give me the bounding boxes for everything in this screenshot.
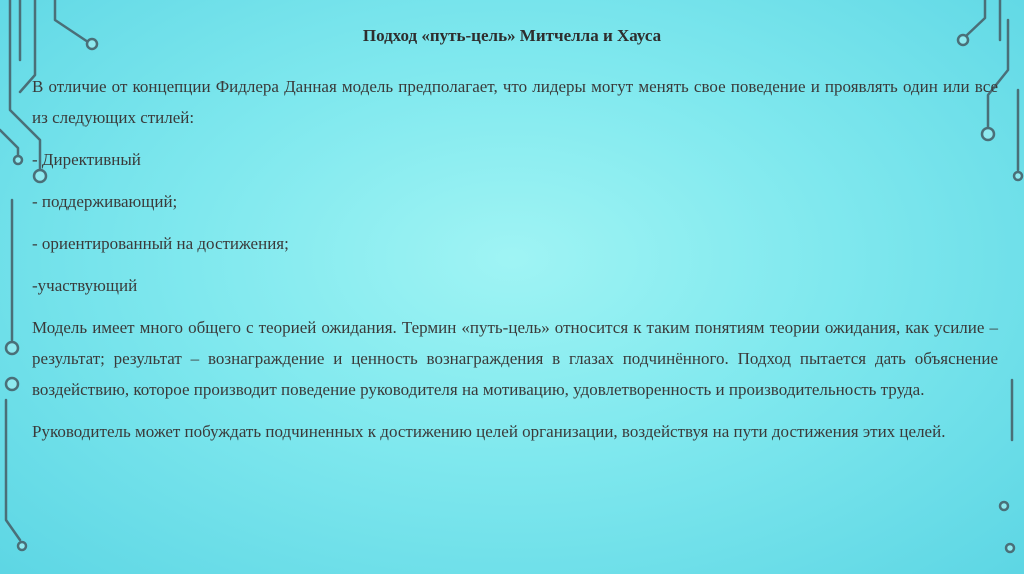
intro-paragraph: В отличие от концепции Фидлера Данная модель предполагает, что лидеры могут менять свое поведение и проявлять один или все из следующих стилей: <box>32 77 998 127</box>
style-item-supportive: - поддерживающий; <box>32 192 178 211</box>
style-item-directive: - Директивный <box>32 150 141 169</box>
slide-title: Подход «путь-цель» Митчелла и Хауса <box>362 26 662 45</box>
style-item-participative: -участвующий <box>32 276 138 295</box>
leader-paragraph: Руководитель может побуждать подчиненных к достижению целей организации, воздействуя на пути достижения этих целей. <box>32 422 946 441</box>
slide-body <box>32 71 998 447</box>
expectancy-paragraph: Модель имеет много общего с теорией ожидания. Термин «путь-цель» относится к таким понятиям теории ожидания, как усилие – результат; результат – вознаграждение и ценность вознаграждения в глазах подчинённого. Подход пытается дать объяснение воздействию, которое производит поведение руководителя на мотивацию, удовлетворенность и производительность труда. <box>32 318 998 399</box>
style-item-achievement: - ориентированный на достижения; <box>32 234 289 253</box>
